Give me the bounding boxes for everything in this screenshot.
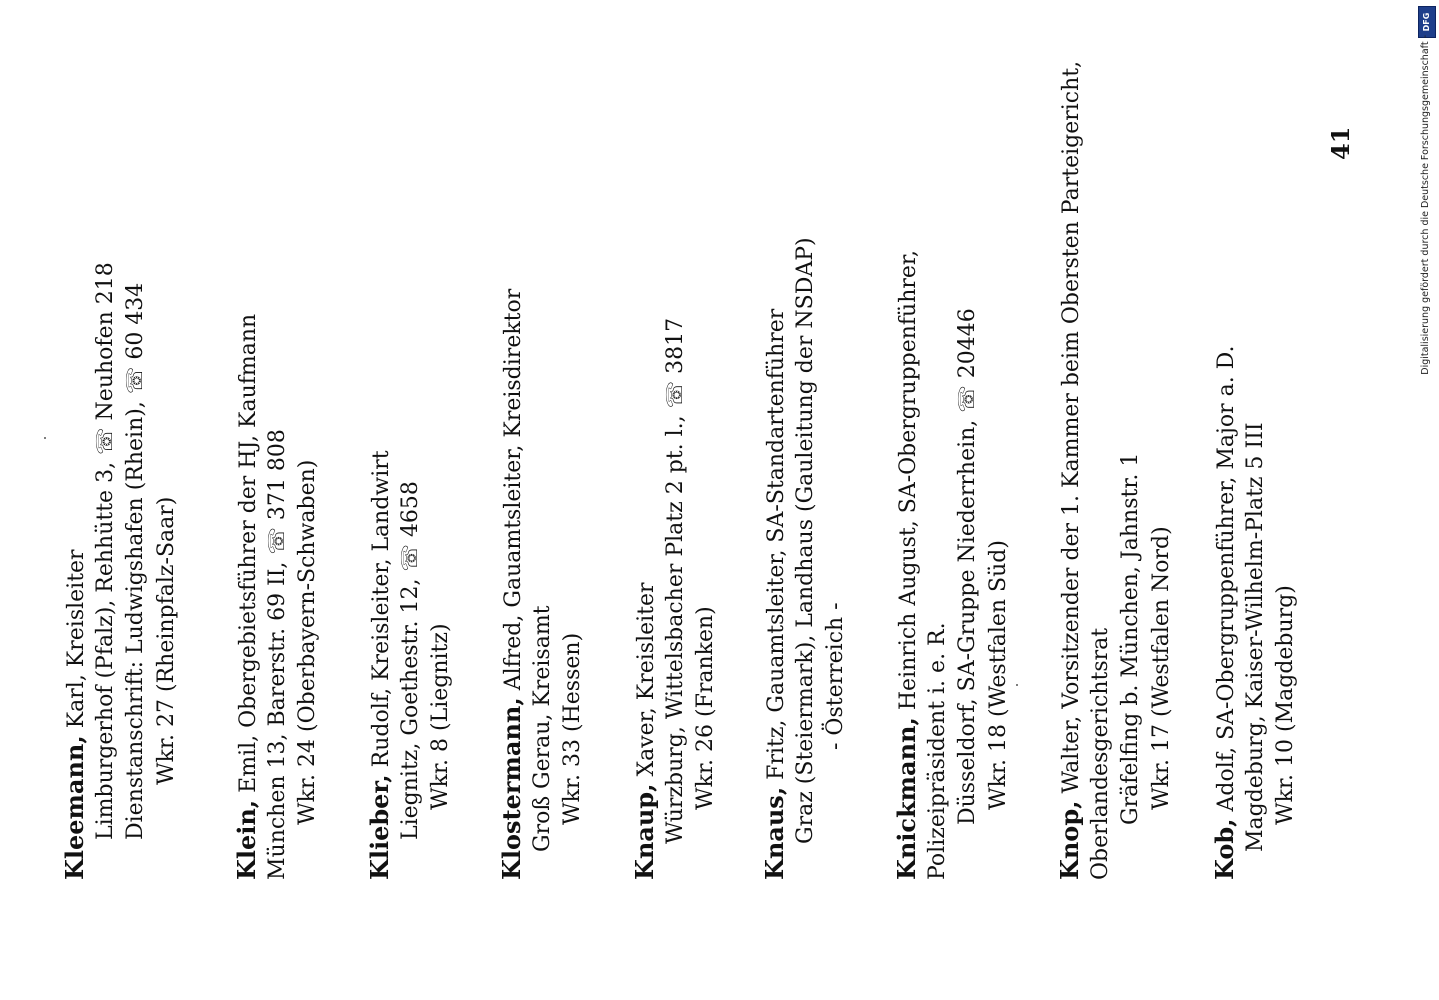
directory-entry bbox=[1210, 20, 1302, 880]
entry-detail: Walter, Vorsitzender der 1. Kammer beim Obersten Parteigericht, bbox=[1059, 60, 1084, 794]
entry-detail: Groß Gerau, Kreisamt bbox=[529, 605, 555, 852]
directory-entry bbox=[60, 20, 182, 880]
entry-name: Klostermann, bbox=[497, 697, 526, 880]
entry-detail: Liegnitz, Goethestr. 12, ☏ 4658 bbox=[397, 481, 423, 840]
entry-first-line bbox=[630, 20, 661, 880]
entry-detail: Wkr. 17 (Westfalen Nord) bbox=[1148, 526, 1174, 810]
entry-detail: Limburgerhof (Pfalz), Rehhütte 3, ☏ Neuhofen 218 bbox=[92, 262, 118, 840]
entry-detail: Magdeburg, Kaiser-Wilhelm-Platz 5 III bbox=[1242, 422, 1268, 852]
entry-detail: Rudolf, Kreisleiter, Landwirt bbox=[369, 450, 394, 768]
entry-detail: Würzburg, Wittelsbacher Platz 2 pt. l., ☏ 3817 bbox=[662, 317, 688, 844]
entry-detail: Wkr. 26 (Franken) bbox=[693, 606, 718, 810]
entry-name: Knaus, bbox=[760, 786, 789, 880]
entry-first-line bbox=[60, 20, 91, 880]
entry-detail: Wkr. 18 (Westfalen Süd) bbox=[985, 540, 1011, 810]
entry-name: Kob, bbox=[1210, 818, 1239, 880]
directory-entry bbox=[892, 20, 1014, 880]
entry-detail: Düsseldorf, SA-Gruppe Niederrhein, ☏ 20446 bbox=[955, 308, 980, 825]
entry-first-line bbox=[760, 20, 791, 880]
entry-name: Knop, bbox=[1055, 800, 1084, 880]
directory-entry bbox=[1055, 20, 1177, 880]
entry-detail: Adolf, SA-Obergruppenführer, Major a. D. bbox=[1214, 345, 1239, 812]
entry-detail: München 13, Barerstr. 69 II, ☏ 371 808 bbox=[264, 429, 290, 880]
entry-detail: Karl, Kreisleiter bbox=[64, 549, 89, 729]
entry-name: Kleemann, bbox=[60, 735, 89, 880]
directory-text-block bbox=[60, 20, 1310, 880]
entry-name: Knaup, bbox=[630, 783, 659, 880]
entry-detail: Polizeipräsident i. e. R. bbox=[924, 622, 950, 880]
entry-first-line bbox=[892, 20, 923, 880]
dfg-logo-text: DFG bbox=[1422, 12, 1431, 32]
entry-detail: Xaver, Kreisleiter bbox=[634, 582, 659, 777]
entry-detail: Graz (Steiermark), Landhaus (Gauleitung der NSDAP) bbox=[792, 237, 818, 844]
entry-first-line bbox=[1210, 20, 1241, 880]
directory-entry bbox=[630, 20, 722, 880]
entry-detail: Alfred, Gauamtsleiter, Kreisdirektor bbox=[501, 288, 526, 691]
entry-detail: - Österreich - bbox=[823, 602, 848, 750]
entry-first-line bbox=[232, 20, 263, 880]
entry-detail: Oberlandesgerichtsrat bbox=[1087, 627, 1113, 880]
entry-detail: Gräfelfing b. München, Jahnstr. 1 bbox=[1118, 452, 1143, 825]
entry-first-line bbox=[1055, 20, 1086, 880]
entry-name: Knickmann, bbox=[892, 717, 921, 880]
entry-detail: Fritz, Gauamtsleiter, SA-Standartenführer bbox=[764, 308, 789, 780]
entry-name: Klein, bbox=[232, 799, 261, 880]
entry-detail: Heinrich August, SA-Obergruppenführer, bbox=[896, 249, 921, 711]
directory-entry bbox=[365, 20, 457, 880]
entry-detail: Wkr. 24 (Oberbayern-Schwaben) bbox=[295, 459, 320, 825]
entry-detail: Wkr. 27 (Rheinpfalz-Saar) bbox=[153, 496, 179, 785]
entry-detail: Wkr. 33 (Hessen) bbox=[560, 632, 585, 825]
scan-speck bbox=[1016, 684, 1018, 686]
page-number: 41 bbox=[1326, 126, 1355, 160]
digitization-credit bbox=[1418, 6, 1436, 396]
dfg-logo-icon bbox=[1418, 6, 1436, 38]
directory-entry bbox=[760, 20, 852, 880]
entry-detail: Wkr. 10 (Magdeburg) bbox=[1273, 585, 1298, 825]
entry-first-line bbox=[365, 20, 396, 880]
directory-entry bbox=[232, 20, 324, 880]
digitization-note: Digitalisierung gefördert durch die Deutsche Forschungsgemeinschaft - bbox=[1420, 35, 1431, 375]
entry-first-line bbox=[497, 20, 528, 880]
directory-entry bbox=[497, 20, 589, 880]
entry-name: Klieber, bbox=[365, 774, 394, 880]
entry-detail: Wkr. 8 (Liegnitz) bbox=[428, 623, 453, 810]
entry-detail: Emil, Obergebietsführer der HJ, Kaufmann bbox=[236, 313, 261, 793]
entry-detail: Dienstanschrift: Ludwigshafen (Rhein), ☏ 60 434 bbox=[123, 282, 148, 840]
scan-speck bbox=[44, 437, 46, 439]
